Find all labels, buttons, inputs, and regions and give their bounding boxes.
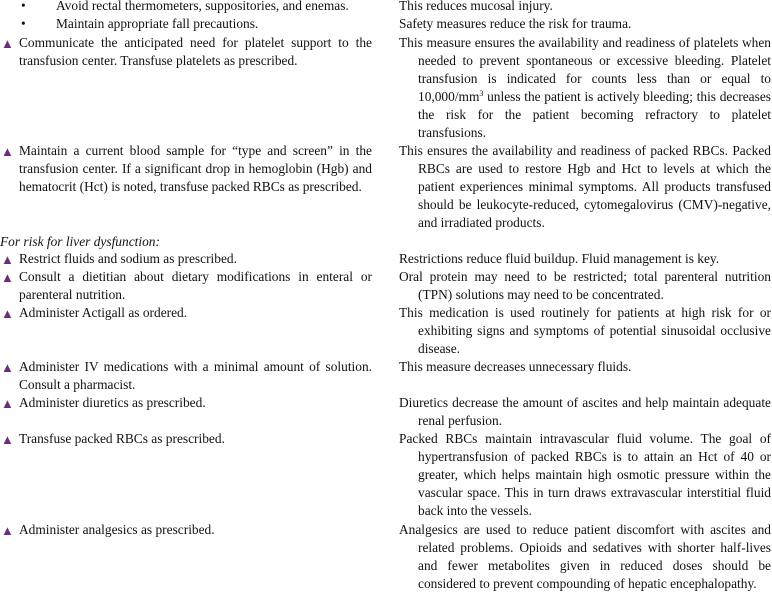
rationale: Restrictions reduce fluid buildup. Fluid management is key. [399, 251, 720, 266]
rationale: This reduces mucosal injury. [399, 0, 553, 13]
rationale: Diuretics decrease the amount of ascites and help maintain adequate renal perfusion. [399, 395, 771, 428]
triangle-marker-icon: ▲ [1, 270, 14, 285]
rationale: Analgesics are used to reduce patient discomfort with ascites and related problems. Opioids and sedatives with shorter half-lives and fewer metabolites given in reduced doses should be considered to prevent compounding of hepatic encephalopathy. [399, 522, 771, 591]
bullet-item: • Maintain appropriate fall precautions. [21, 16, 259, 31]
triangle-marker-icon: ▲ [1, 360, 14, 375]
triangle-marker-icon: ▲ [1, 252, 14, 267]
triangle-marker-icon: ▲ [1, 36, 14, 51]
rationale: This medication is used routinely for patients at high risk for or exhibiting signs and symptoms of potential sinusoidal occlusive disease. [399, 305, 771, 356]
rationale: This measure decreases unnecessary fluids. [399, 359, 632, 374]
triangle-marker-icon: ▲ [1, 432, 14, 447]
rationale: Packed RBCs maintain intravascular fluid volume. The goal of hypertransfusion of packed RBCs is to attain an Hct of 40 or greater, which helps maintain high osmotic pressure within the vascular space. This in turn draws extravascular interstitial fluid back into the vessels. [399, 431, 771, 518]
rationale: This ensures the availability and readiness of packed RBCs. Packed RBCs are used to restore Hgb and Hct to levels at which the patient experiences minimal symptoms. All products transfused should be leukocyte-reduced, cytomegalovirus (CMV)-negative, and irradiated products. [399, 143, 771, 230]
triangle-marker-icon: ▲ [1, 523, 14, 538]
triangle-marker-icon: ▲ [1, 396, 14, 411]
triangle-marker-icon: ▲ [1, 306, 14, 321]
section-header: For risk for liver dysfunction: [0, 234, 160, 249]
bullet-item: • Avoid rectal thermometers, suppositories, and enemas. [21, 0, 349, 13]
rationale: This measure ensures the availability and readiness of platelets when needed to prevent spontaneous or excessive bleeding. Platelet transfusion is indicated for counts less than or equal to $10,000/mm^3$ unless the patient is actively bleeding; this decreases the risk for the patient becoming refractory to platelet transfusions. [399, 35, 771, 140]
triangle-marker-icon: ▲ [1, 144, 14, 159]
rationale: Safety measures reduce the risk for trauma. [399, 16, 632, 31]
rationale: Oral protein may need to be restricted; total parenteral nutrition (TPN) solutions may need to be concentrated. [399, 269, 771, 302]
